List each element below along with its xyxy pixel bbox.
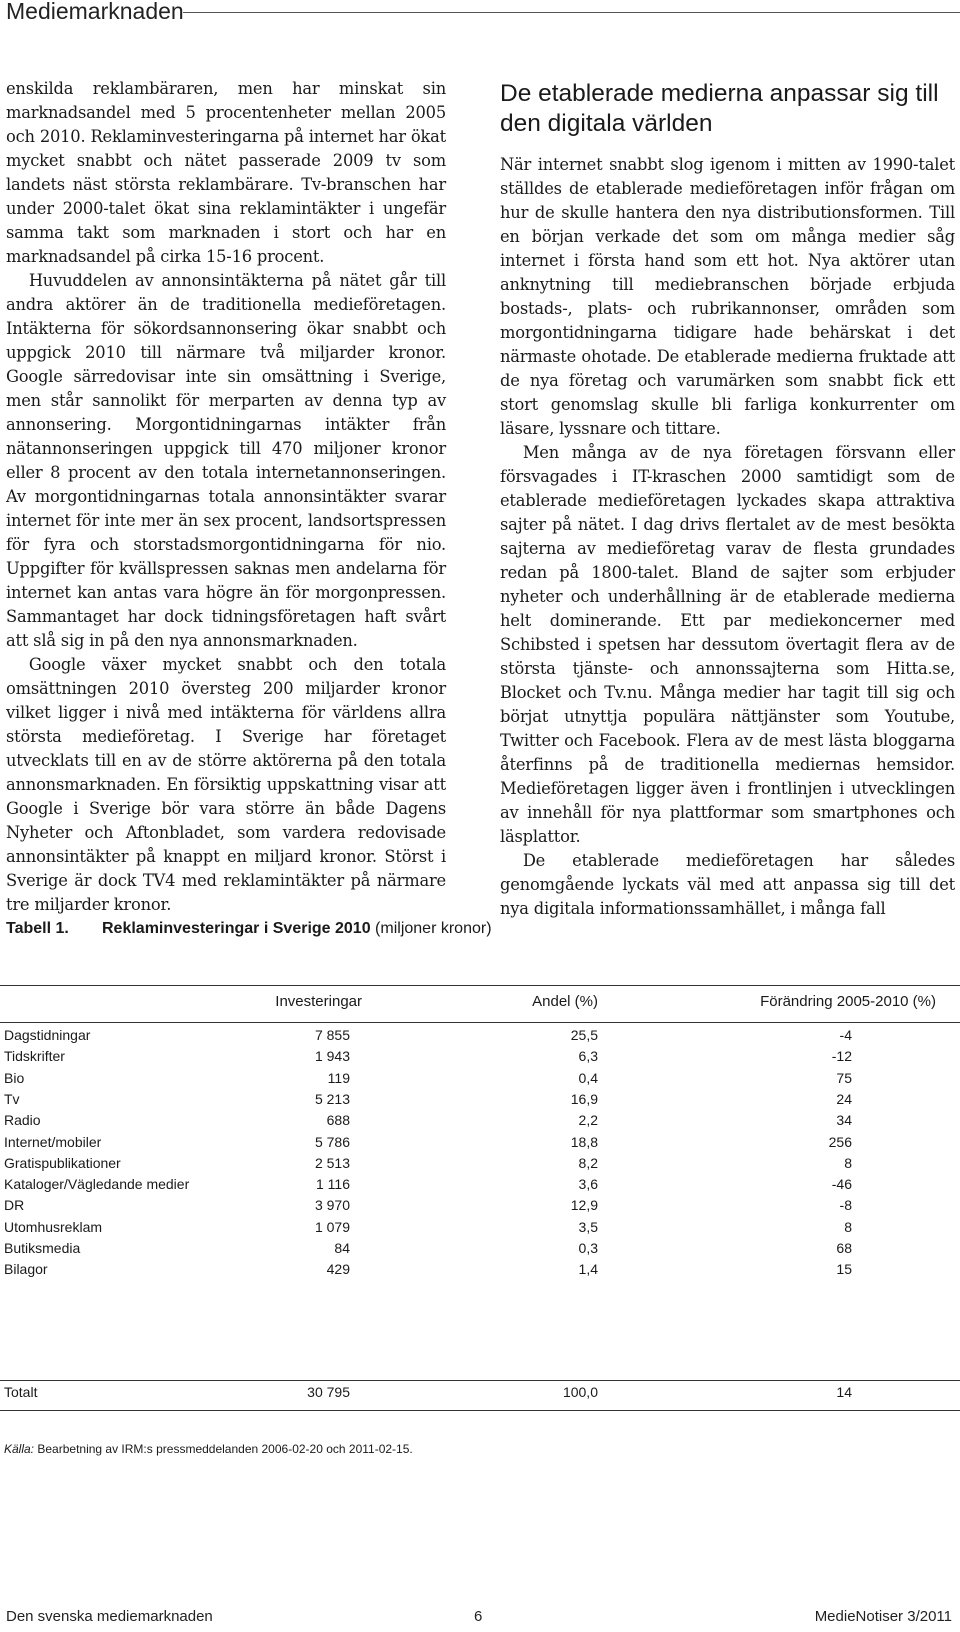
table-title: Reklaminvesteringar i Sverige 2010 xyxy=(102,920,371,937)
row-andel: 6,3 xyxy=(578,1048,598,1065)
header-rule xyxy=(183,12,960,13)
column-header-investeringar: Investeringar xyxy=(275,993,362,1010)
table-row xyxy=(0,1091,960,1113)
row-andel: 3,6 xyxy=(578,1176,598,1193)
table-total-row xyxy=(0,1384,960,1406)
column-header-andel: Andel (%) xyxy=(532,993,598,1010)
row-forandring: -46 xyxy=(831,1176,852,1193)
row-investeringar: 688 xyxy=(326,1112,350,1129)
table-row xyxy=(0,1240,960,1262)
row-forandring: 68 xyxy=(836,1240,852,1256)
table-label: Tabell 1. xyxy=(6,920,69,937)
row-investeringar: 3 970 xyxy=(314,1197,350,1214)
footer-page-number: 6 xyxy=(474,1608,483,1625)
row-investeringar: 1 116 xyxy=(316,1176,350,1193)
row-forandring: 24 xyxy=(836,1090,852,1107)
table-row xyxy=(0,1134,960,1156)
row-andel: 0,4 xyxy=(578,1069,598,1086)
row-andel: 12,9 xyxy=(570,1197,598,1214)
table-bottom-rule xyxy=(0,1410,960,1411)
right-column xyxy=(500,77,955,921)
total-label: Totalt xyxy=(4,1384,38,1400)
column-header-forandring: Förändring 2005-2010 (%) xyxy=(760,993,936,1010)
row-category: Dagstidningar xyxy=(4,1027,91,1043)
table-row xyxy=(0,1027,960,1049)
row-andel: 1,4 xyxy=(578,1261,598,1278)
left-paragraph-2: Huvuddelen av annonsintäkterna på nätet går till andra aktörer än de traditionella medieföretagen. Intäkterna för sökordsannonsering ökar snabbt och uppgick 2010 till närmare två miljarder kronor. Google särredovisar inte sin omsättning i Sverige, men står sannolikt för merparten av denna typ av annonsering. Morgontidningarnas intäkter från nätannonseringen uppgick till 470 miljoner kronor eller 8 procent av den totala internetannonseringen. Av morgontidningarnas totala annonsintäkter svarar internet för inte mer än sex procent, landsortspressen för fyra och storstadsmorgontidningarna för nio. Uppgifter för kvällspressen saknas men andelarna för internet kan antas vara högre än för morgonpressen. Sammantaget har dock tidningsföretagen haft svårt att slå sig in på den nya annonsmarknaden. xyxy=(6,271,446,650)
total-andel: 100,0 xyxy=(562,1384,598,1400)
row-category: Gratispublikationer xyxy=(4,1154,121,1171)
left-paragraph-3: Google växer mycket snabbt och den totala omsättningen 2010 översteg 200 miljarder kronor vilket ligger i nivå med intäkterna för världens allra största medieföretag. I Sverige har företaget utvecklats till en av de större aktörerna på den totala annonsmarknaden. En försiktig uppskattning visar att Google i Sverige bör vara större än både Dagens Nyheter och Aftonbladet, som vardera redovisade annonsintäkter på knappt en miljard kronor. Störst i Sverige är dock TV4 med reklamintäkter på närmare tre miljarder kronor. xyxy=(6,655,446,914)
total-forandring: 14 xyxy=(836,1384,852,1400)
row-category: Utomhusreklam xyxy=(4,1218,103,1235)
row-investeringar: 119 xyxy=(327,1069,350,1086)
table-source xyxy=(4,1442,413,1456)
row-investeringar: 7 855 xyxy=(314,1027,350,1043)
footer-publication: Den svenska mediemarknaden xyxy=(6,1608,213,1625)
table-row xyxy=(0,1155,960,1177)
row-category: Butiksmedia xyxy=(4,1240,81,1256)
table-row xyxy=(0,1176,960,1198)
row-investeringar: 5 786 xyxy=(314,1133,350,1150)
row-forandring: -12 xyxy=(831,1048,852,1065)
table-row xyxy=(0,1197,960,1219)
row-andel: 16,9 xyxy=(570,1090,598,1107)
right-paragraph-1: När internet snabbt slog igenom i mitten av 1990-talet ställdes de etablerade medieföretagen inför frågan om hur de skulle hantera den nya distributionsformen. Till en början verkade det som om många medier såg internet i första hand som ett hot. Nya aktörer utan anknytning till mediebranschen började erbjuda bostads-, plats- och rubrikannonser, områden som morgontidningarna tidigare hade behärskat i det närmaste ohotade. De etablerade medierna fruktade att de nya företag och varumärken som snabbt fick ett stort genomslag skulle bli farliga konkurrenter om läsare, lyssnare och tittare. xyxy=(500,155,955,438)
row-category: Tv xyxy=(4,1090,20,1107)
row-forandring: 256 xyxy=(828,1133,852,1150)
page-header xyxy=(0,0,960,30)
right-paragraph-3: De etablerade medieföretagen har således genomgående lyckats väl med att anpassa sig till det nya digitala informationssamhället, i många fall xyxy=(500,851,955,918)
row-forandring: 8 xyxy=(844,1218,852,1235)
row-investeringar: 1 943 xyxy=(314,1048,350,1065)
row-category: Tidskrifter xyxy=(4,1048,65,1065)
row-investeringar: 429 xyxy=(326,1261,350,1278)
row-category: Radio xyxy=(4,1112,41,1129)
row-investeringar: 2 513 xyxy=(314,1154,350,1171)
row-investeringar: 1 079 xyxy=(314,1218,350,1235)
row-investeringar: 5 213 xyxy=(314,1090,350,1107)
row-category: Internet/mobiler xyxy=(4,1133,102,1150)
row-forandring: 15 xyxy=(836,1261,852,1278)
row-andel: 18,8 xyxy=(570,1133,598,1150)
row-forandring: 75 xyxy=(836,1069,852,1086)
row-andel: 0,3 xyxy=(578,1240,598,1256)
page-section-title: Mediemarknaden xyxy=(6,0,184,24)
table-header-rule xyxy=(0,1022,960,1023)
row-investeringar: 84 xyxy=(334,1240,350,1256)
footer-issue: MedieNotiser 3/2011 xyxy=(814,1608,952,1625)
table-total-rule xyxy=(0,1380,960,1381)
row-forandring: 34 xyxy=(836,1112,852,1129)
left-paragraph-1: enskilda reklambäraren, men har minskat sin marknadsandel med 5 procentenheter mellan 2005 och 2010. Reklaminvesteringarna på internet har ökat mycket snabbt och nätet passerade 2009 tv som landets näst största reklambärare. Tv-branschen har under 2000-talet ökat sina reklamintäkter i ungefär samma takt som marknaden i stort och har en marknadsandel på cirka 15-16 procent. xyxy=(6,79,446,266)
right-paragraph-2: Men många av de nya företagen försvann eller försvagades i IT-kraschen 2000 samtidigt som de etablerade medieföretagen lyckades skapa attraktiva sajter på nätet. I dag drivs flertalet av de mest besökta sajterna av medieföretag varav de flesta grundades redan på 1800-talet. Bland de sajter som erbjuder nyheter och underhållning är de etablerade medierna helt dominerande. Ett par mediekoncerner med Schibsted i spetsen har dessutom övertagit flera av de största tjänste- och annonssajterna som Hitta.se, Blocket och Tv.nu. Många medier har tagit till sig och börjat utnyttja populära nättjänster som Youtube, Twitter och Facebook. Flera av de mest lästa bloggarna återfinns på de traditionella mediernas hemsidor. Medieföretagen ligger även i frontlinjen i utvecklingen av innehåll för nya plattformar som smartphones och läsplattor. xyxy=(500,443,955,846)
row-andel: 25,5 xyxy=(570,1027,598,1043)
source-text: Bearbetning av IRM:s pressmeddelanden 2006-02-20 och 2011-02-15. xyxy=(37,1442,413,1456)
row-category: DR xyxy=(4,1197,25,1214)
source-label: Källa: xyxy=(4,1442,35,1456)
table-unit: (miljoner kronor) xyxy=(375,920,492,937)
row-category: Bilagor xyxy=(4,1261,48,1278)
row-category: Bio xyxy=(4,1069,25,1086)
section-heading: De etablerade medierna anpassar sig till den digitala världen xyxy=(500,80,939,137)
left-column xyxy=(6,77,446,917)
row-forandring: -4 xyxy=(839,1027,852,1043)
table-top-rule xyxy=(0,985,960,986)
table-row xyxy=(0,1219,960,1241)
row-andel: 8,2 xyxy=(578,1154,598,1171)
table-row xyxy=(0,1070,960,1092)
table-row xyxy=(0,1112,960,1134)
row-andel: 2,2 xyxy=(578,1112,598,1129)
row-forandring: -8 xyxy=(839,1197,852,1214)
row-forandring: 8 xyxy=(844,1154,852,1171)
table-row xyxy=(0,1261,960,1283)
row-category: Kataloger/Vägledande medier xyxy=(4,1176,190,1193)
table-row xyxy=(0,1048,960,1070)
row-andel: 3,5 xyxy=(578,1218,598,1235)
total-investeringar: 30 795 xyxy=(307,1384,350,1400)
table-caption xyxy=(6,920,492,938)
